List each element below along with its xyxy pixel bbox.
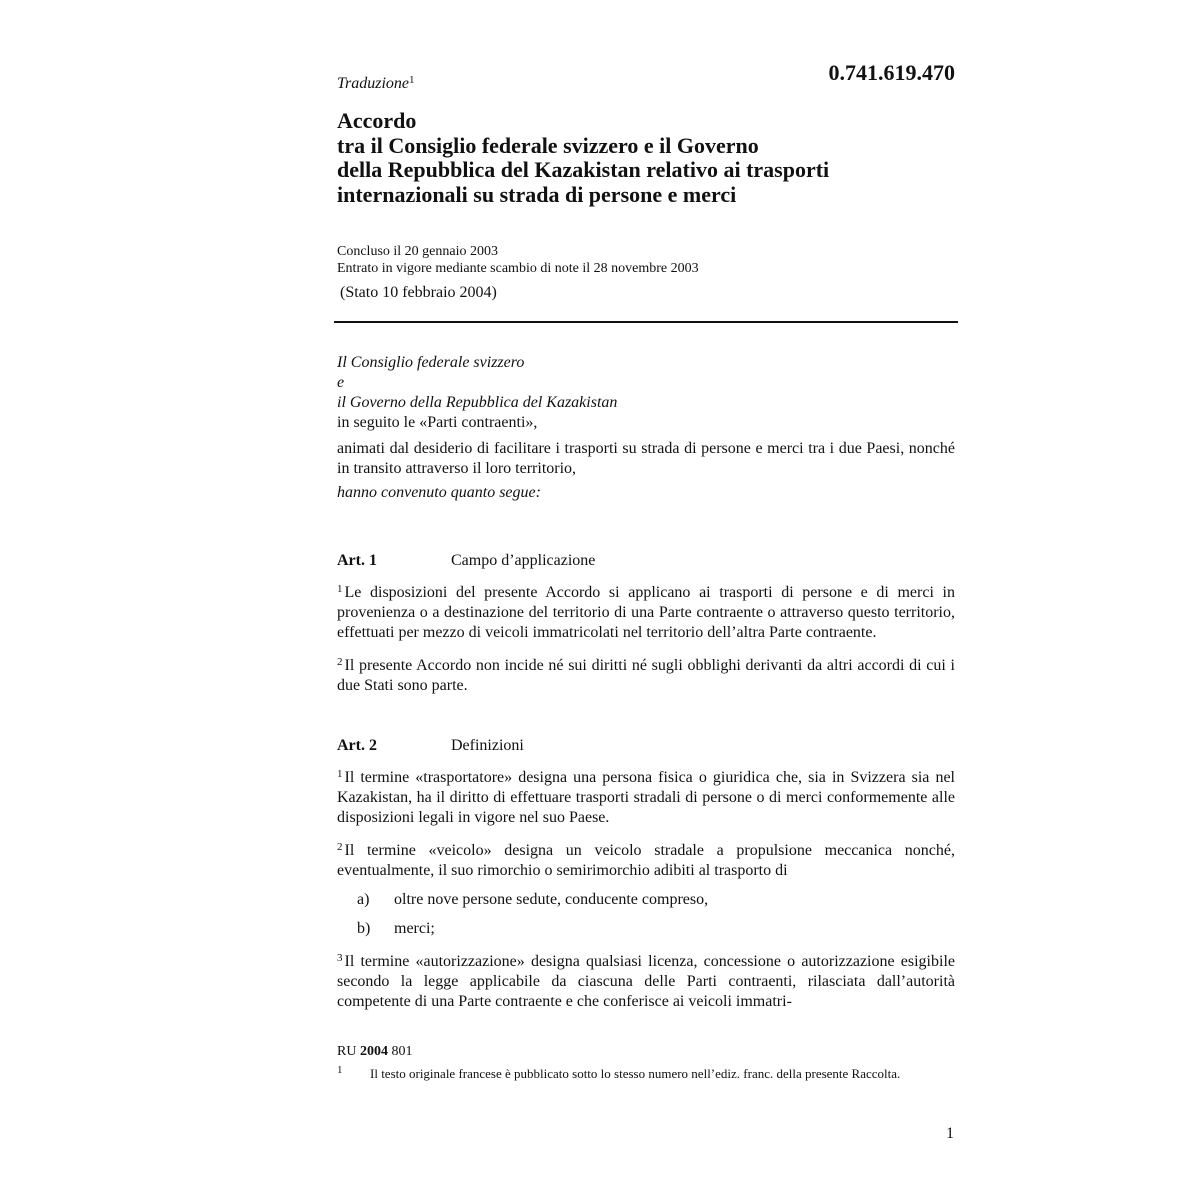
article-clause bbox=[337, 764, 955, 828]
list-item bbox=[337, 890, 955, 910]
clause-text: Il termine «autorizzazione» designa qualsiasi licenza, concessione o autorizzazione esigibile secondo la legge applicabile da ciascuna delle Parti contraenti, rilasciata dall’autorità competente di una Parte contraente e che conferisce ai veicoli immatri- bbox=[337, 953, 955, 1010]
article-number: Art. 2 bbox=[337, 737, 377, 754]
ru-page: 801 bbox=[391, 1044, 413, 1059]
article-title: Campo d’applicazione bbox=[451, 552, 596, 569]
clause-text: Il presente Accordo non incide né sui diritti né sugli obblighi derivanti da altri accordi di cui i due Stati sono parte. bbox=[337, 657, 955, 694]
clause-number: 1 bbox=[337, 768, 343, 780]
header-divider bbox=[334, 321, 958, 323]
translation-label: Traduzione$^1$ bbox=[337, 74, 415, 92]
title-line: Accordo bbox=[337, 108, 417, 133]
footnote-ref: 1 bbox=[409, 74, 415, 86]
ru-prefix: RU bbox=[337, 1044, 357, 1059]
clause-text: Le disposizioni del presente Accordo si applicano ai trasporti di persone e di merci in provenienza o a destinazione del territorio di una Parte contraente o attraverso questo territorio, effettuati per mezzo di veicoli immatricolati nel territorio dell’altra Parte contraente. bbox=[337, 584, 955, 641]
title-line: tra il Consiglio federale svizzero e il Governo bbox=[337, 132, 759, 158]
article-number: Art. 1 bbox=[337, 552, 377, 569]
list-marker: b) bbox=[357, 920, 371, 937]
clause-number: 3 bbox=[337, 952, 343, 964]
list-text: merci; bbox=[394, 920, 435, 937]
footnote-number: 1 bbox=[337, 1064, 343, 1076]
dates-block bbox=[337, 243, 699, 277]
article-clause bbox=[337, 652, 955, 696]
clause-number: 2 bbox=[337, 841, 343, 853]
article-clause bbox=[337, 579, 955, 643]
article-2 bbox=[337, 736, 955, 1021]
page-number: 1 bbox=[946, 1125, 954, 1142]
footnote-text: Il testo originale francese è pubblicato sotto lo stesso numero nell’ediz. franc. della presente Raccolta. bbox=[370, 1066, 901, 1081]
clause-text: Il termine «veicolo» designa un veicolo stradale a propulsione meccanica nonché, eventualmente, il suo rimorchio o semirimorchio adibiti al trasporto di bbox=[337, 842, 955, 879]
entry-into-force-date: Entrato in vigore mediante scambio di note il 28 novembre 2003 bbox=[337, 261, 699, 276]
concluded-date: Concluso il 20 gennaio 2003 bbox=[337, 244, 498, 259]
preamble-party-1: Il Consiglio federale svizzero bbox=[337, 354, 525, 371]
preamble-hereinafter: in seguito le «Parti contraenti», bbox=[337, 414, 538, 431]
preamble-party-2: il Governo della Repubblica del Kazakistan bbox=[337, 394, 618, 411]
title-line: della Repubblica del Kazakistan relativo ai trasporti bbox=[337, 157, 830, 182]
article-heading bbox=[337, 736, 955, 756]
article-1 bbox=[337, 551, 955, 705]
article-clause bbox=[337, 948, 955, 1012]
article-clause bbox=[337, 837, 955, 881]
document-title bbox=[337, 109, 957, 207]
document-header bbox=[337, 60, 955, 100]
list-item bbox=[337, 919, 955, 939]
preamble-agreed: hanno convenuto quanto segue: bbox=[337, 484, 541, 501]
list-marker: a) bbox=[357, 891, 370, 908]
clause-text: Il termine «trasportatore» designa una persona fisica o giuridica che, sia in Svizzera sia nel Kazakistan, ha il diritto di effettuare trasporti stradali di persone o di merci conformemente alle disposizioni legali in vigore nel suo Paese. bbox=[337, 769, 955, 826]
clause-number: 2 bbox=[337, 656, 343, 668]
systematic-ref-number: 0.741.619.470 bbox=[828, 60, 955, 85]
title-line: internazionali su strada di persone e merci bbox=[337, 181, 737, 207]
list-text: oltre nove persone sedute, conducente compreso, bbox=[394, 891, 709, 908]
document-page bbox=[337, 0, 957, 1200]
article-title: Definizioni bbox=[451, 737, 524, 754]
status-date: (Stato 10 febbraio 2004) bbox=[340, 284, 497, 301]
article-heading bbox=[337, 551, 955, 571]
official-compilation-ref bbox=[337, 1044, 412, 1060]
preamble-motivation: animati dal desiderio di facilitare i trasporti su strada di persone e merci tra i due Paesi, nonché in transito attraverso il loro territorio, bbox=[337, 440, 955, 477]
preamble bbox=[337, 353, 955, 503]
ru-year: 2004 bbox=[359, 1044, 388, 1059]
clause-number: 1 bbox=[337, 583, 343, 595]
preamble-conjunction: e bbox=[337, 374, 345, 391]
